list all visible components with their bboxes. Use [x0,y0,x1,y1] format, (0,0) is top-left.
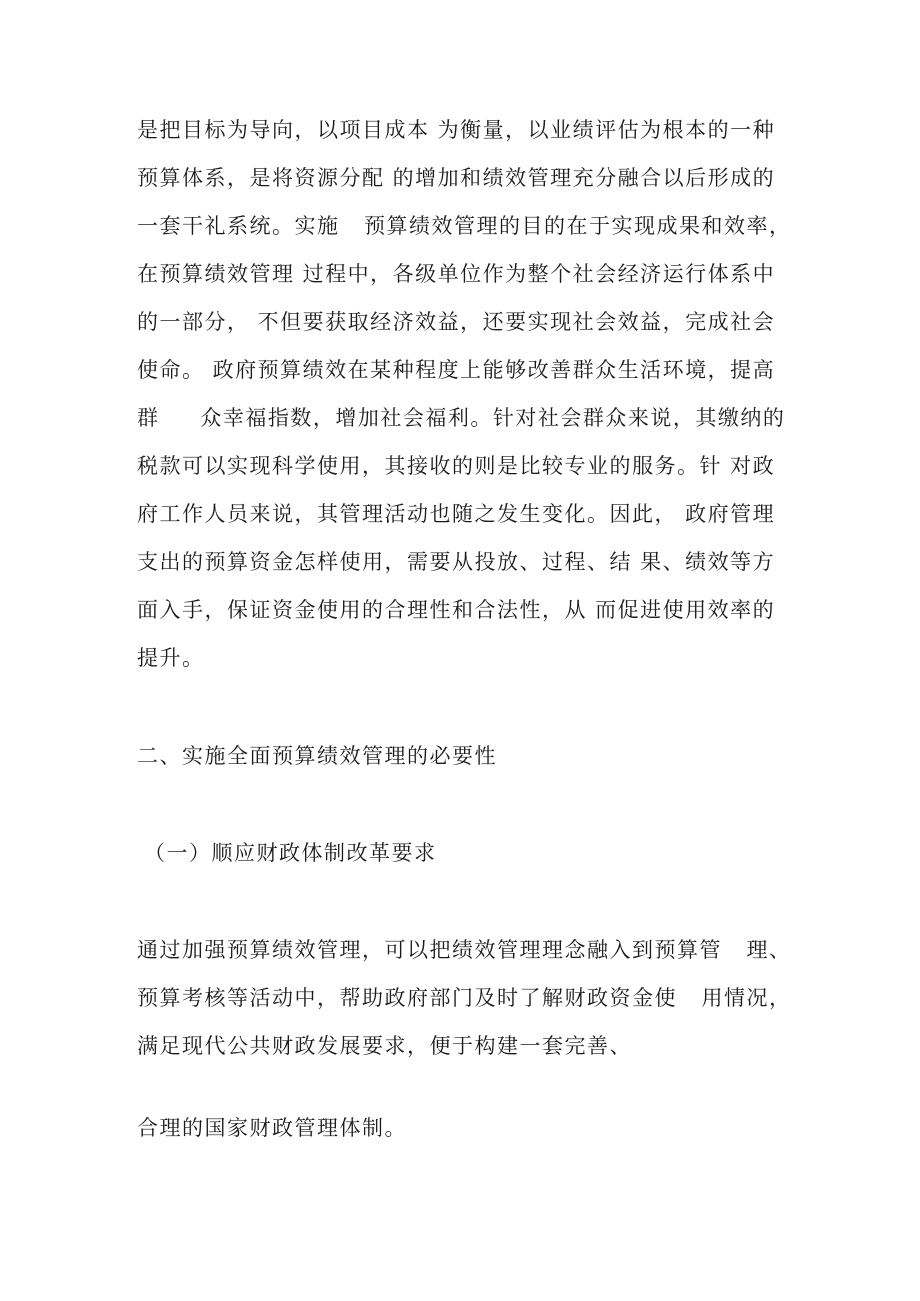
paragraph-2-line-2: 预算考核等活动中，帮助政府部门及时了解财政资金使 用情况， [137,986,792,1010]
paragraph-1-line-2: 预算体系，是将资源分配 的增加和绩效管理充分融合以后形成的 [137,166,776,190]
paragraph-1-line-5: 的一部分， 不但要获取经济效益，还要实现社会效益，完成社会 [137,310,776,334]
paragraph-1-line-4: 在预算绩效管理 过程中，各级单位作为整个社会经济运行体系中 [137,262,776,286]
paragraph-1-line-7: 群 众幸福指数，增加社会福利。针对社会群众来说，其缴纳的 [137,406,786,430]
paragraph-1-line-9: 府工作人员来说，其管理活动也随之发生变化。因此， 政府管理 [137,502,776,526]
paragraph-2-line-1: 通过加强预算绩效管理，可以把绩效管理理念融入到预算管 理、 [137,938,792,962]
paragraph-1-line-11: 面入手，保证资金使用的合理性和合法性，从 而促进使用效率的 [137,598,776,622]
paragraph-1-line-3: 一套干礼系统。实施 预算绩效管理的目的在于实现成果和效率， [137,214,792,238]
paragraph-1-line-10: 支出的预算资金怎样使用，需要从投放、过程、结 果、绩效等方 [137,550,776,574]
paragraph-3-line-1: 合理的国家财政管理体制。 [137,1116,407,1140]
paragraph-1-line-8: 税款可以实现科学使用，其接收的则是比较专业的服务。针 对政 [137,454,776,478]
paragraph-1-line-6: 使命。 政府预算绩效在某种程度上能够改善群众生活环境，提高 [137,358,776,382]
section-heading: 二、实施全面预算绩效管理的必要性 [137,744,497,768]
paragraph-1-line-1: 是把目标为导向，以项目成本 为衡量，以业绩评估为根本的一种 [137,118,776,142]
subsection-heading: （一）顺应财政体制改革要求 [144,841,437,865]
paragraph-2-line-3: 满足现代公共财政发展要求，便于构建一套完善、 [137,1034,632,1058]
paragraph-1-line-12: 提升。 [137,646,205,670]
